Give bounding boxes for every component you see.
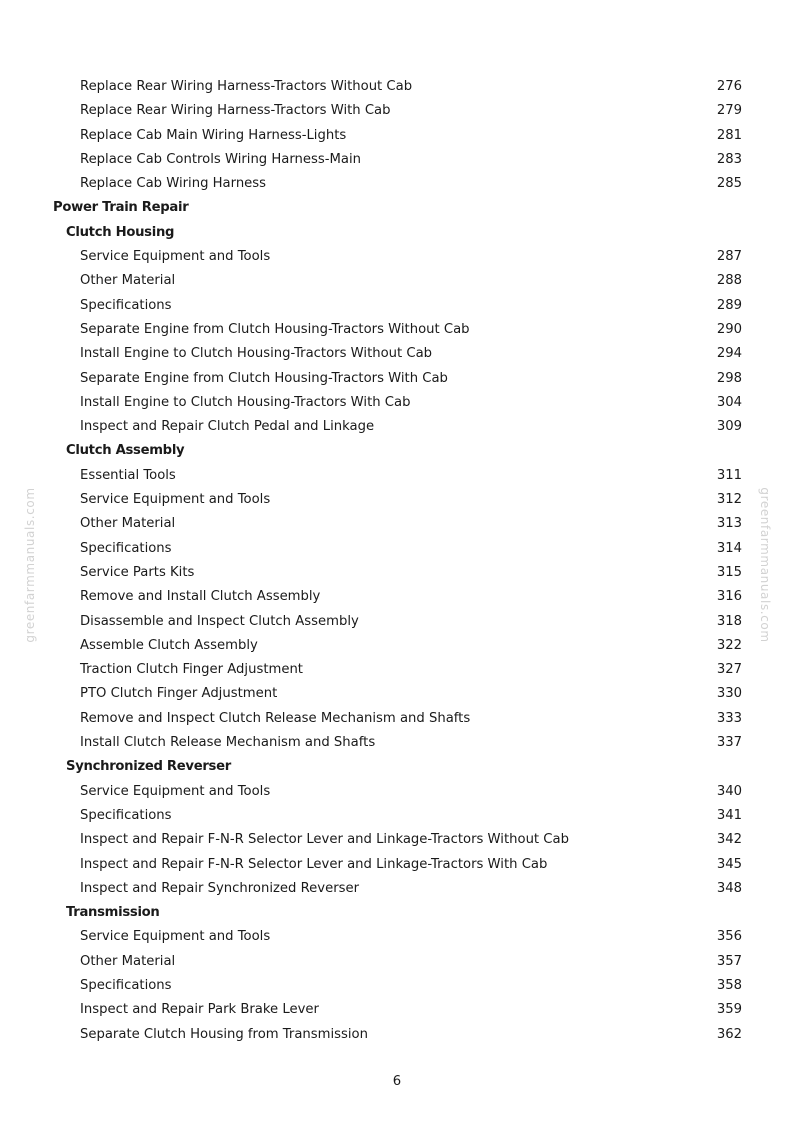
toc-entry — [0, 731, 794, 755]
toc-entry-page: 330 — [716, 686, 742, 702]
toc-entry — [0, 1023, 794, 1047]
toc-entry-page: 313 — [716, 516, 742, 532]
toc-entry — [0, 974, 794, 998]
toc-entry — [0, 172, 794, 196]
toc-entry-page: 312 — [716, 492, 742, 508]
toc-entry — [0, 488, 794, 512]
toc-entry-title: Install Clutch Release Mechanism and Shafts — [80, 735, 376, 751]
toc-entry-title: Service Equipment and Tools — [80, 783, 271, 799]
toc-entry-title: Remove and Inspect Clutch Release Mechanism and Shafts — [80, 710, 471, 726]
toc-entry-page: 287 — [716, 249, 742, 265]
toc-entry — [0, 391, 794, 415]
toc-entry-page: 294 — [716, 346, 742, 362]
toc-section-heading — [0, 439, 794, 463]
toc-entry — [0, 707, 794, 731]
toc-entry-title: Specifications — [80, 297, 172, 313]
toc-entry — [0, 245, 794, 269]
toc-entry-title: PTO Clutch Finger Adjustment — [80, 686, 278, 702]
toc-entry-title: Specifications — [80, 807, 172, 823]
toc-entry-title: Install Engine to Clutch Housing-Tractors Without Cab — [80, 346, 433, 362]
toc-entry-title: Specifications — [80, 977, 172, 993]
toc-entry — [0, 925, 794, 949]
toc-entry-title: Separate Clutch Housing from Transmission — [80, 1026, 368, 1042]
toc-section-heading — [0, 221, 794, 245]
toc-entry-title: Service Equipment and Tools — [80, 492, 271, 508]
toc-entry-title: Replace Cab Wiring Harness — [80, 176, 267, 192]
toc-entry-page: 345 — [716, 856, 742, 872]
toc-entry-page: 281 — [716, 127, 742, 143]
toc-entry — [0, 610, 794, 634]
toc-entry — [0, 342, 794, 366]
toc-entry — [0, 561, 794, 585]
toc-entry — [0, 415, 794, 439]
toc-entry-page: 288 — [716, 273, 742, 289]
toc-entry — [0, 682, 794, 706]
toc-entry-title: Replace Rear Wiring Harness-Tractors With Cab — [80, 103, 391, 119]
toc-entry — [0, 828, 794, 852]
toc-entry-title: Service Equipment and Tools — [80, 929, 271, 945]
toc-entry — [0, 148, 794, 172]
toc-entry — [0, 512, 794, 536]
toc-entry — [0, 75, 794, 99]
toc-entry — [0, 464, 794, 488]
toc-entry-title: Replace Cab Main Wiring Harness-Lights — [80, 127, 347, 143]
toc-entry-title: Service Equipment and Tools — [80, 249, 271, 265]
toc-entry-title: Replace Cab Controls Wiring Harness-Main — [80, 151, 361, 167]
toc-entry-page: 316 — [716, 589, 742, 605]
toc-section-heading — [0, 755, 794, 779]
toc-entry-page: 314 — [716, 540, 742, 556]
toc-section-heading — [0, 196, 794, 220]
toc-entry-page: 315 — [716, 564, 742, 580]
toc-entry-page: 285 — [716, 176, 742, 192]
toc-entry-page: 333 — [716, 710, 742, 726]
toc-entry-title: Install Engine to Clutch Housing-Tractors With Cab — [80, 394, 411, 410]
toc-entry-page: 327 — [716, 662, 742, 678]
toc-entry-title: Clutch Housing — [66, 224, 175, 240]
toc-entry-page: 341 — [716, 807, 742, 823]
toc-entry-page: 358 — [716, 977, 742, 993]
toc-entry-title: Synchronized Reverser — [66, 759, 231, 775]
toc-entry-title: Inspect and Repair F-N-R Selector Lever and Linkage-Tractors Without Cab — [80, 832, 569, 848]
toc-entry-page: 322 — [716, 637, 742, 653]
toc-entry-page: 298 — [716, 370, 742, 386]
toc-entry-title: Remove and Install Clutch Assembly — [80, 589, 321, 605]
toc-entry-page: 356 — [716, 929, 742, 945]
toc-entry-title: Inspect and Repair Synchronized Reverser — [80, 880, 360, 896]
toc-entry — [0, 585, 794, 609]
toc-entry-title: Transmission — [66, 905, 160, 921]
toc-entry-page: 340 — [716, 783, 742, 799]
toc-entry-page: 359 — [716, 1002, 742, 1018]
toc-entry — [0, 269, 794, 293]
toc-entry — [0, 877, 794, 901]
toc-entry — [0, 124, 794, 148]
toc-entry — [0, 658, 794, 682]
toc-entry-page: 309 — [716, 419, 742, 435]
watermark-right: greenfarmmanuals.com — [758, 487, 772, 643]
toc-entry — [0, 367, 794, 391]
toc-entry-page: 357 — [716, 953, 742, 969]
toc-entry-page: 290 — [716, 321, 742, 337]
toc-entry-page: 304 — [716, 394, 742, 410]
watermark-left: greenfarmmanuals.com — [23, 487, 37, 643]
toc-entry — [0, 950, 794, 974]
toc-entry-title: Inspect and Repair Park Brake Lever — [80, 1002, 319, 1018]
toc-entry-title: Power Train Repair — [53, 200, 189, 216]
toc-entry-page: 283 — [716, 151, 742, 167]
toc-entry-title: Inspect and Repair Clutch Pedal and Linkage — [80, 419, 375, 435]
toc-entry-title: Other Material — [80, 953, 176, 969]
toc-entry-page: 362 — [716, 1026, 742, 1042]
toc-entry — [0, 804, 794, 828]
toc-entry — [0, 634, 794, 658]
toc-entry-title: Clutch Assembly — [66, 443, 185, 459]
toc-entry-title: Separate Engine from Clutch Housing-Tractors Without Cab — [80, 321, 470, 337]
toc-entry-title: Other Material — [80, 273, 176, 289]
toc-entry-title: Other Material — [80, 516, 176, 532]
toc-entry-title: Assemble Clutch Assembly — [80, 637, 258, 653]
toc-entry-title: Inspect and Repair F-N-R Selector Lever and Linkage-Tractors With Cab — [80, 856, 548, 872]
toc-entry — [0, 853, 794, 877]
toc-entry-page: 276 — [716, 79, 742, 94]
toc-entry — [0, 780, 794, 804]
toc-entry — [0, 99, 794, 123]
toc-entry-page: 311 — [716, 467, 742, 483]
page-number: 6 — [392, 1074, 402, 1089]
toc-entry-title: Traction Clutch Finger Adjustment — [80, 662, 303, 678]
toc-entry-title: Disassemble and Inspect Clutch Assembly — [80, 613, 359, 629]
toc-entry-title: Specifications — [80, 540, 172, 556]
toc-section-heading — [0, 901, 794, 925]
toc-entry-title: Essential Tools — [80, 467, 176, 483]
toc-entry-page: 289 — [716, 297, 742, 313]
table-of-contents — [0, 75, 794, 1047]
toc-entry — [0, 318, 794, 342]
toc-entry-page: 348 — [716, 880, 742, 896]
toc-entry-page: 337 — [716, 735, 742, 751]
toc-entry-page: 342 — [716, 832, 742, 848]
toc-entry-title: Separate Engine from Clutch Housing-Tractors With Cab — [80, 370, 448, 386]
toc-entry-title: Replace Rear Wiring Harness-Tractors Without Cab — [80, 79, 413, 94]
toc-entry-title: Service Parts Kits — [80, 564, 195, 580]
toc-entry — [0, 537, 794, 561]
toc-entry — [0, 998, 794, 1022]
toc-entry-page: 279 — [716, 103, 742, 119]
toc-entry-page: 318 — [716, 613, 742, 629]
toc-entry — [0, 294, 794, 318]
